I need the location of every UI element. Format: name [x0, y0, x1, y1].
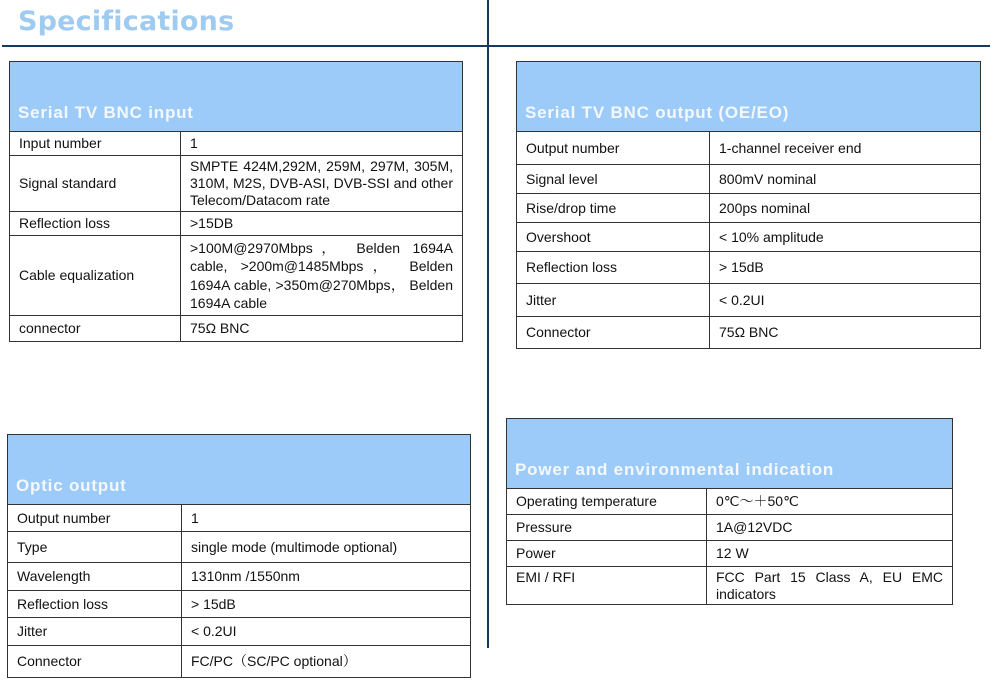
spec-value: < 0.2UI — [710, 284, 981, 317]
table-row — [507, 567, 953, 605]
spec-value: 800mV nominal — [710, 165, 981, 194]
spec-key: Overshoot — [517, 223, 710, 252]
spec-key: Reflection loss — [10, 212, 181, 236]
spec-value: 0℃～＋50℃ — [707, 489, 953, 515]
spec-value: 1 — [182, 505, 471, 532]
table-row — [8, 618, 471, 646]
table-row — [517, 317, 981, 349]
spec-key: Connector — [517, 317, 710, 349]
spec-value: FC/PC（SC/PC optional） — [182, 646, 471, 678]
table-row — [517, 132, 981, 165]
spec-key: Reflection loss — [8, 591, 182, 618]
table-title: Serial TV BNC output (OE/EO) — [517, 62, 981, 132]
spec-key: Jitter — [517, 284, 710, 317]
table-row — [10, 132, 463, 156]
spec-key: Operating temperature — [507, 489, 707, 515]
table-row — [507, 489, 953, 515]
spec-key: Signal level — [517, 165, 710, 194]
spec-key: Rise/drop time — [517, 194, 710, 223]
table-row — [507, 541, 953, 567]
spec-key: Reflection loss — [517, 252, 710, 284]
spec-value: 75Ω BNC — [181, 316, 463, 342]
spec-key: Type — [8, 532, 182, 563]
spec-value: > 15dB — [710, 252, 981, 284]
spec-value: >15DB — [181, 212, 463, 236]
table-row — [8, 591, 471, 618]
spec-value: 1A@12VDC — [707, 515, 953, 541]
spec-key: Pressure — [507, 515, 707, 541]
table-row — [10, 212, 463, 236]
spec-key: Output number — [517, 132, 710, 165]
table-row — [10, 316, 463, 342]
spec-value: 1 — [181, 132, 463, 156]
spec-value: < 10% amplitude — [710, 223, 981, 252]
spec-value: > 15dB — [182, 591, 471, 618]
table-bnc-output — [516, 61, 981, 349]
spec-key: Connector — [8, 646, 182, 678]
table-row — [507, 515, 953, 541]
table-row — [10, 156, 463, 212]
spec-value: single mode (multimode optional) — [182, 532, 471, 563]
table-row — [517, 284, 981, 317]
table-title: Serial TV BNC input — [10, 62, 463, 132]
spec-value: 12 W — [707, 541, 953, 567]
spec-key: Signal standard — [10, 156, 181, 212]
spec-value: SMPTE 424M,292M, 259M, 297M, 305M, 310M, M2S, DVB-ASI, DVB-SSI and other Telecom/Datacom rate — [181, 156, 463, 212]
spec-key: Cable equalization — [10, 236, 181, 316]
spec-value: FCC Part 15 Class A, EU EMC indicators — [707, 567, 953, 605]
spec-value: 1-channel receiver end — [710, 132, 981, 165]
table-row — [8, 646, 471, 678]
spec-key: EMI / RFI — [507, 567, 707, 605]
table-row — [517, 194, 981, 223]
spec-key: Wavelength — [8, 563, 182, 591]
table-row — [8, 505, 471, 532]
table-bnc-input — [9, 61, 463, 342]
spec-value: < 0.2UI — [182, 618, 471, 646]
column-divider — [487, 0, 489, 648]
spec-value: 75Ω BNC — [710, 317, 981, 349]
spec-value: >100M@2970Mbps， Belden 1694A cable, >200m@1485Mbps， Belden 1694A cable, >350m@270Mbps， Belden 1694A cable — [181, 236, 463, 316]
table-title: Optic output — [8, 435, 471, 505]
page-title: Specifications — [18, 6, 235, 37]
spec-value: 1310nm /1550nm — [182, 563, 471, 591]
spec-key: Input number — [10, 132, 181, 156]
spec-value: 200ps nominal — [710, 194, 981, 223]
table-row — [8, 532, 471, 563]
table-power-env — [506, 418, 953, 605]
table-row — [10, 236, 463, 316]
spec-key: Output number — [8, 505, 182, 532]
spec-key: connector — [10, 316, 181, 342]
table-row — [517, 223, 981, 252]
spec-key: Power — [507, 541, 707, 567]
table-row — [517, 252, 981, 284]
header-divider — [2, 45, 990, 47]
table-row — [8, 563, 471, 591]
table-title: Power and environmental indication — [507, 419, 953, 489]
table-optic-output — [7, 434, 471, 678]
table-row — [517, 165, 981, 194]
spec-key: Jitter — [8, 618, 182, 646]
